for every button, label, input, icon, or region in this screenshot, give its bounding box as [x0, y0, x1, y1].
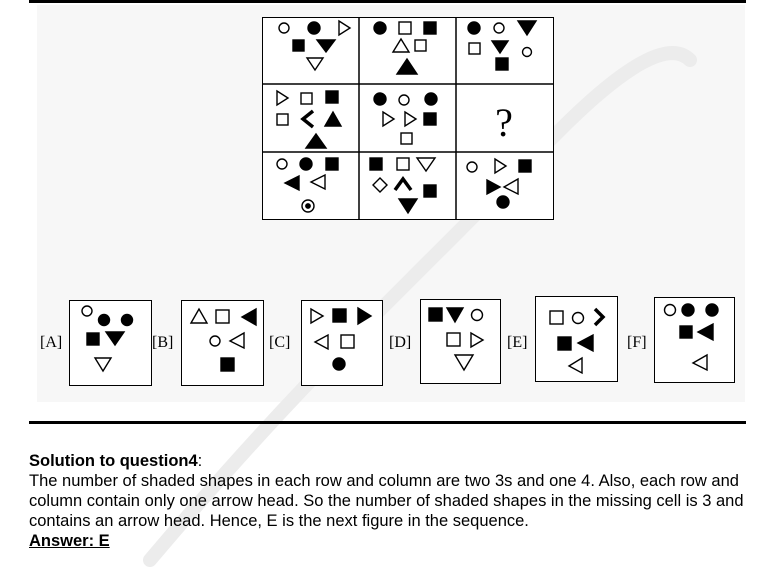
option-d[interactable] [420, 299, 501, 384]
question-mark: ? [495, 100, 513, 145]
bottom-rule [29, 421, 746, 424]
option-e[interactable] [535, 296, 618, 382]
top-rule [29, 0, 746, 3]
solution-body: The number of shaded shapes in each row and column are two 3s and one 4. Also, each row and column contain only one arrow head. So the number of shaded shapes in the missing cell is 3 and contains an arrow head. Hence, E is the next figure in the sequence. [29, 472, 744, 530]
option-a[interactable] [69, 300, 152, 386]
option-label-f: [F] [627, 334, 647, 351]
solution-answer: Answer: E [29, 532, 110, 550]
puzzle-grid [262, 17, 554, 220]
puzzle-grid-shapes [263, 18, 553, 219]
option-b[interactable] [181, 300, 264, 386]
option-label-b: [B] [152, 334, 174, 351]
solution-title-colon: : [197, 452, 203, 470]
option-c[interactable] [301, 300, 383, 386]
option-label-a: [A] [40, 334, 63, 351]
solution-section [29, 451, 749, 551]
option-label-c: [C] [269, 334, 291, 351]
option-f[interactable] [654, 297, 735, 383]
option-label-e: [E] [507, 334, 528, 351]
solution-title: Solution to question4 [29, 452, 198, 470]
option-label-d: [D] [389, 334, 412, 351]
